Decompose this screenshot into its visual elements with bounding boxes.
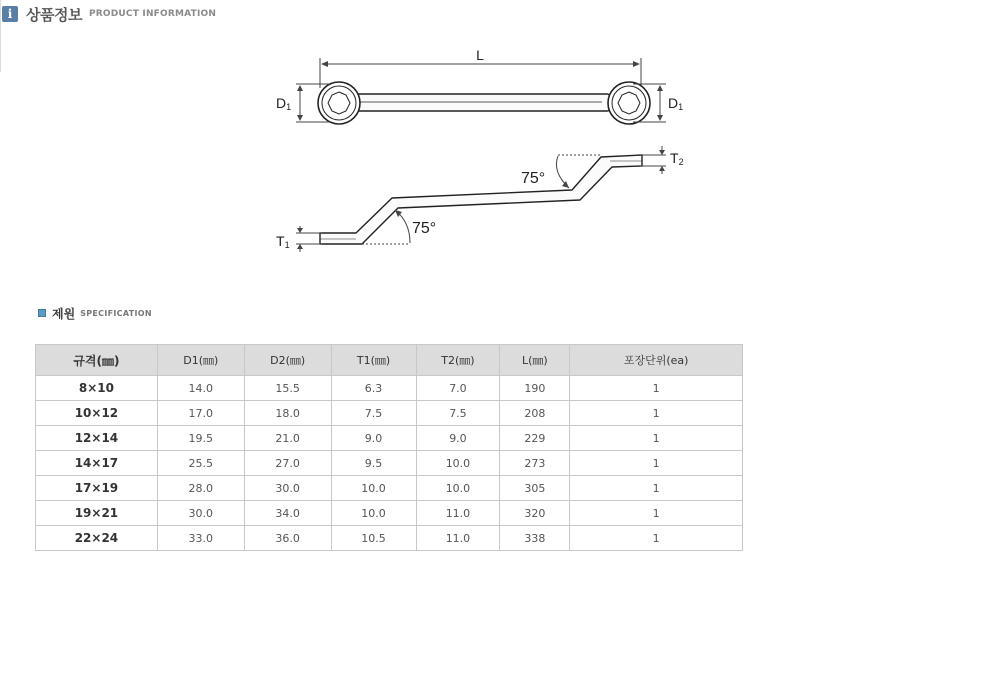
cell-t2: 11.0 <box>416 526 500 551</box>
wrench-side-view <box>320 155 642 244</box>
cell-d2: 15.5 <box>244 376 331 401</box>
spec-title: 제원 <box>52 306 76 321</box>
info-icon-glyph: i <box>7 7 13 21</box>
cell-d2: 27.0 <box>244 451 331 476</box>
cell-d1: 33.0 <box>157 526 244 551</box>
square-bullet-icon <box>38 309 46 317</box>
cell-t1: 10.5 <box>331 526 416 551</box>
cell-size: 8×10 <box>36 376 158 401</box>
col-header-t2: T2(㎜) <box>416 345 500 376</box>
cell-t2: 10.0 <box>416 476 500 501</box>
cell-size: 10×12 <box>36 401 158 426</box>
cell-l: 320 <box>500 501 570 526</box>
product-info-header <box>2 3 216 25</box>
cell-t2: 11.0 <box>416 501 500 526</box>
cell-d2: 34.0 <box>244 501 331 526</box>
cell-package: 1 <box>570 526 743 551</box>
spec-header <box>38 305 152 321</box>
cell-t2: 7.0 <box>416 376 500 401</box>
cell-l: 338 <box>500 526 570 551</box>
cell-d1: 30.0 <box>157 501 244 526</box>
product-info-subtitle: PRODUCT INFORMATION <box>88 9 217 19</box>
cell-t2: 9.0 <box>416 426 500 451</box>
table-row <box>36 401 743 426</box>
length-label: L <box>476 47 484 63</box>
left-divider <box>0 0 1 72</box>
cell-package: 1 <box>570 501 743 526</box>
cell-t1: 10.0 <box>331 501 416 526</box>
cell-d1: 19.5 <box>157 426 244 451</box>
cell-l: 229 <box>500 426 570 451</box>
cell-size: 12×14 <box>36 426 158 451</box>
cell-d1: 28.0 <box>157 476 244 501</box>
cell-t1: 7.5 <box>331 401 416 426</box>
wrench-top-view <box>318 82 650 124</box>
col-header-package: 포장단위(ea) <box>570 345 743 376</box>
cell-l: 190 <box>500 376 570 401</box>
info-icon <box>2 6 18 22</box>
cell-d1: 14.0 <box>157 376 244 401</box>
d1-label-left: D1 <box>276 95 292 112</box>
cell-t2: 7.5 <box>416 401 500 426</box>
cell-size: 14×17 <box>36 451 158 476</box>
col-header-d1: D1(㎜) <box>157 345 244 376</box>
t1-label: T1 <box>276 233 290 250</box>
table-row <box>36 376 743 401</box>
cell-d2: 21.0 <box>244 426 331 451</box>
cell-package: 1 <box>570 476 743 501</box>
table-row <box>36 451 743 476</box>
cell-d1: 17.0 <box>157 401 244 426</box>
cell-t1: 9.0 <box>331 426 416 451</box>
cell-d2: 18.0 <box>244 401 331 426</box>
cell-size: 19×21 <box>36 501 158 526</box>
table-header-row <box>36 345 743 376</box>
cell-size: 17×19 <box>36 476 158 501</box>
cell-package: 1 <box>570 401 743 426</box>
cell-package: 1 <box>570 376 743 401</box>
cell-t1: 9.5 <box>331 451 416 476</box>
cell-d2: 30.0 <box>244 476 331 501</box>
cell-t1: 6.3 <box>331 376 416 401</box>
cell-size: 22×24 <box>36 526 158 551</box>
cell-t1: 10.0 <box>331 476 416 501</box>
col-header-t1: T1(㎜) <box>331 345 416 376</box>
table-row <box>36 426 743 451</box>
cell-package: 1 <box>570 451 743 476</box>
cell-d2: 36.0 <box>244 526 331 551</box>
angle-label-lower: 75° <box>412 220 437 237</box>
d1-label-right: D1 <box>668 95 684 112</box>
t2-label: T2 <box>670 150 684 167</box>
product-info-title: 상품정보 <box>26 5 82 24</box>
col-header-size: 규격(㎜) <box>36 345 158 376</box>
wrench-diagram <box>260 40 720 265</box>
cell-d1: 25.5 <box>157 451 244 476</box>
table-row <box>36 501 743 526</box>
cell-t2: 10.0 <box>416 451 500 476</box>
spec-table <box>35 344 743 551</box>
table-row <box>36 526 743 551</box>
cell-l: 273 <box>500 451 570 476</box>
spec-subtitle: SPECIFICATION <box>80 308 152 318</box>
cell-l: 305 <box>500 476 570 501</box>
cell-l: 208 <box>500 401 570 426</box>
angle-label-upper: 75° <box>521 170 546 187</box>
col-header-d2: D2(㎜) <box>244 345 331 376</box>
t2-dimension <box>640 146 666 174</box>
t1-dimension <box>296 226 322 252</box>
cell-package: 1 <box>570 426 743 451</box>
col-header-l: L(㎜) <box>500 345 570 376</box>
table-row <box>36 476 743 501</box>
